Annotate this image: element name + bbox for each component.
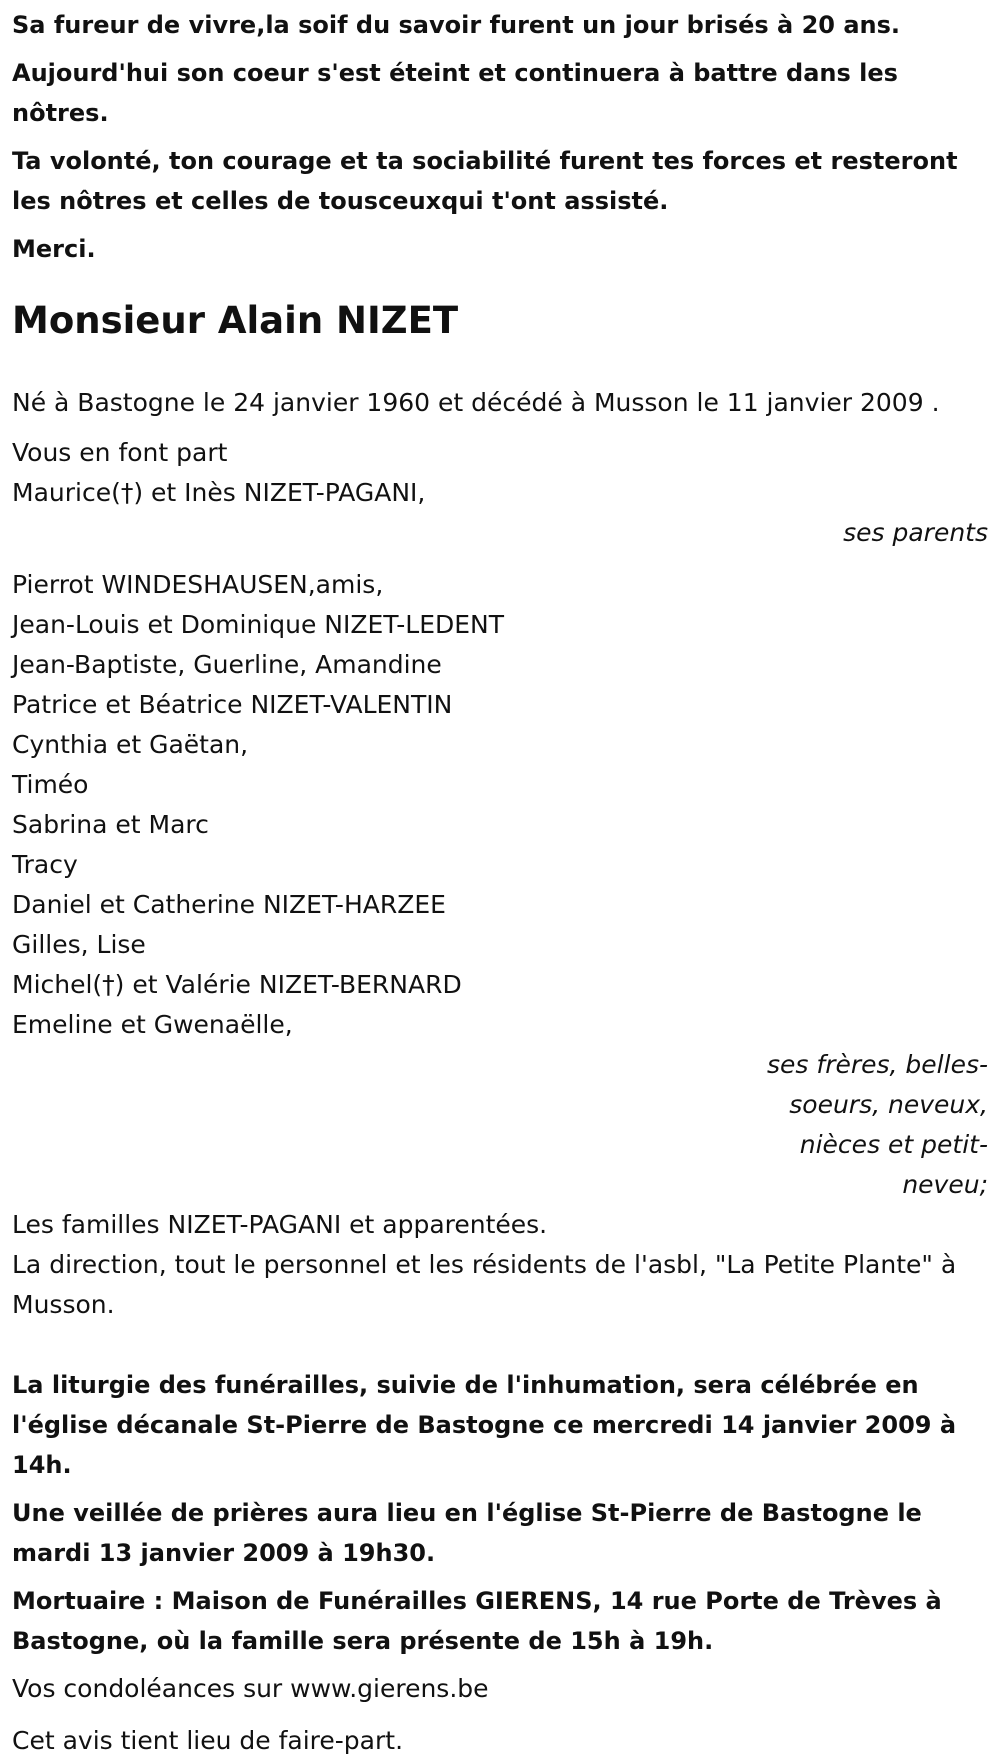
parents-name: Maurice(†) et Inès NIZET-PAGANI, [12,478,426,507]
intro-section [12,0,988,269]
intro-line-2: Aujourd'hui son coeur s'est éteint et continuera à battre dans les nôtres. [12,59,898,127]
sibling-line: Pierrot WINDESHAUSEN,amis, [12,570,384,599]
intro-line-4: Merci. [12,235,96,263]
intro-line-3: Ta volonté, ton courage et ta sociabilité furent tes forces et resteront les nôtres et celles de tousceuxqui t'ont assisté. [12,147,958,215]
mortuary-info: Mortuaire : Maison de Funérailles GIERENS, 14 rue Porte de Trèves à Bastogne, où la famille sera présente de 15h à 19h. [12,1587,942,1655]
sibling-line: Patrice et Béatrice NIZET-VALENTIN [12,690,453,719]
sibling-line: Sabrina et Marc [12,810,209,839]
announcement-section [12,433,988,1325]
sibling-line: Timéo [12,770,89,799]
liturgy-info: La liturgie des funérailles, suivie de l'inhumation, sera célébrée en l'église décanale St-Pierre de Bastogne ce mercredi 14 janvier 2009 à 14h. [12,1371,957,1479]
siblings-relation: ses frères, belles-soeurs, neveux, nièces et petit-neveu; [767,1050,988,1199]
sibling-line: Michel(†) et Valérie NIZET-BERNARD [12,970,462,999]
direction-line: La direction, tout le personnel et les résidents de l'asbl, "La Petite Plante" à Musson. [12,1250,957,1319]
parents-relation: ses parents [843,518,988,547]
intro-line-1: Sa fureur de vivre,la soif du savoir furent un jour brisés à 20 ans. [12,11,901,39]
notice-line: Cet avis tient lieu de faire-part. [12,1726,404,1755]
deceased-name: Monsieur Alain NIZET [12,299,459,342]
sibling-line: Jean-Baptiste, Guerline, Amandine [12,650,442,679]
vigil-info: Une veillée de prières aura lieu en l'église St-Pierre de Bastogne le mardi 13 janvier 2009 à 19h30. [12,1499,922,1567]
birth-death-line: Né à Bastogne le 24 janvier 1960 et décédé à Musson le 11 janvier 2009 . [12,388,940,417]
condolences-line: Vos condoléances sur www.gierens.be [12,1674,489,1703]
sibling-line: Jean-Louis et Dominique NIZET-LEDENT [12,610,505,639]
ceremony-section [12,1365,988,1661]
sibling-line: Cynthia et Gaëtan, [12,730,249,759]
announcement-lead: Vous en font part [12,438,228,467]
sibling-line: Gilles, Lise [12,930,146,959]
families-line: Les familles NIZET-PAGANI et apparentées. [12,1210,548,1239]
sibling-line: Emeline et Gwenaëlle, [12,1010,293,1039]
sibling-line: Daniel et Catherine NIZET-HARZEE [12,890,446,919]
sibling-line: Tracy [12,850,78,879]
